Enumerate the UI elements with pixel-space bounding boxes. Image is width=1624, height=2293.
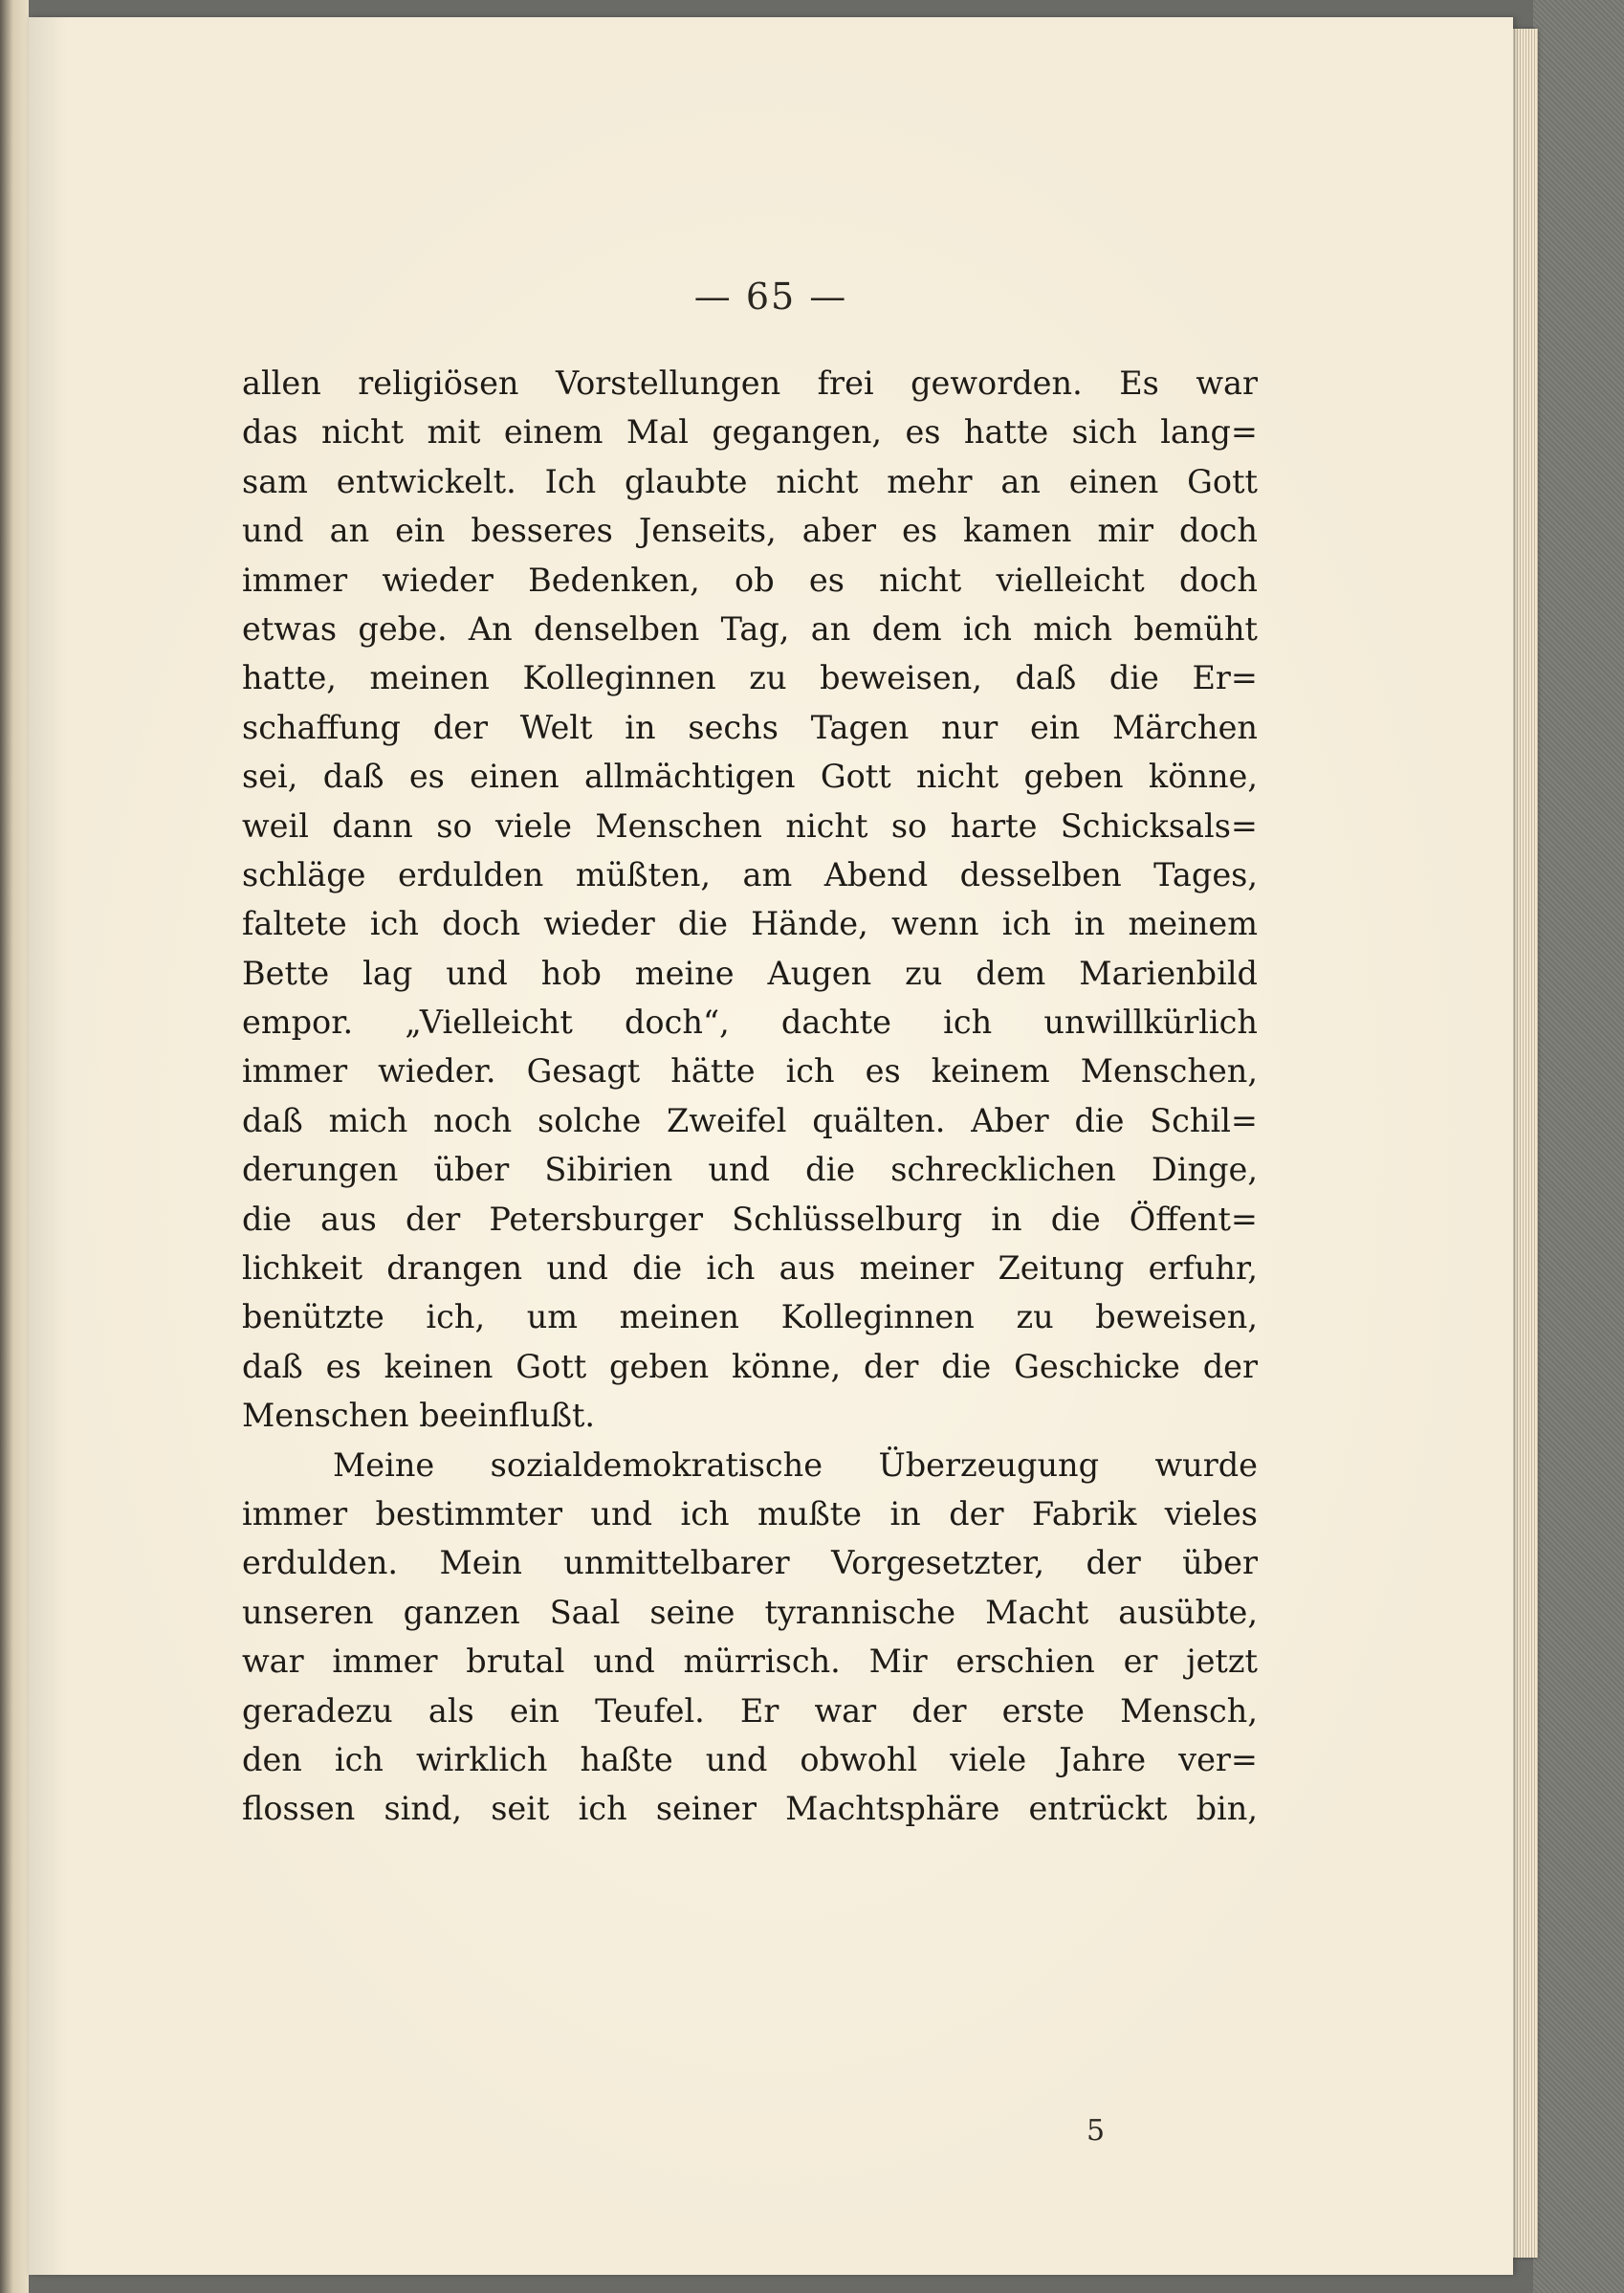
text-line: das nicht mit einem Mal gegangen, es hatte sich lang=: [242, 413, 1258, 452]
text-line: Menschen beeinflußt.: [242, 1397, 596, 1435]
text-line: war immer brutal und mürrisch. Mir erschien er jetzt: [242, 1643, 1258, 1681]
text-line: Bette lag und hob meine Augen zu dem Marienbild: [242, 954, 1258, 992]
text-line: empor. „Vielleicht doch“, dachte ich unwillkürlich: [242, 1003, 1258, 1042]
text-line: etwas gebe. An denselben Tag, an dem ich mich bemüht: [242, 609, 1258, 648]
book-cover: [1533, 0, 1624, 2293]
text-line: weil dann so viele Menschen nicht so harte Schicksals=: [242, 806, 1258, 845]
book-page: [29, 17, 1513, 2275]
signature-mark: 5: [1086, 2114, 1106, 2148]
text-line: schläge erdulden müßten, am Abend desselben Tages,: [242, 855, 1258, 893]
text-line: erdulden. Mein unmittelbarer Vorgesetzter, der über: [242, 1544, 1258, 1582]
text-line: den ich wirklich haßte und obwohl viele Jahre ver=: [242, 1740, 1258, 1778]
text-line: immer wieder. Gesagt hätte ich es keinem Menschen,: [242, 1052, 1258, 1091]
text-line: hatte, meinen Kolleginnen zu beweisen, daß die Er=: [242, 659, 1258, 697]
text-line: geradezu als ein Teufel. Er war der erste Mensch,: [242, 1691, 1258, 1730]
text-line: sam entwickelt. Ich glaubte nicht mehr an einen Gott: [242, 462, 1258, 500]
text-line: derungen über Sibirien und die schrecklichen Dinge,: [242, 1151, 1258, 1189]
text-line: immer bestimmter und ich mußte in der Fabrik vieles: [242, 1494, 1258, 1532]
text-line: benützte ich, um meinen Kolleginnen zu beweisen,: [242, 1298, 1258, 1336]
text-line: allen religiösen Vorstellungen frei geworden. Es war: [242, 364, 1258, 402]
text-line: flossen sind, seit ich seiner Machtsphäre entrückt bin,: [242, 1790, 1258, 1828]
adjacent-page-edge: [0, 0, 29, 2293]
text-line: die aus der Petersburger Schlüsselburg in die Öffent=: [242, 1200, 1258, 1238]
text-line: daß mich noch solche Zweifel quälten. Aber die Schil=: [242, 1101, 1258, 1139]
text-line: sei, daß es einen allmächtigen Gott nicht geben könne,: [242, 758, 1258, 796]
text-line: immer wieder Bedenken, ob es nicht vielleicht doch: [242, 561, 1258, 599]
text-line: Meine sozialdemokratische Überzeugung wurde: [333, 1445, 1258, 1484]
page-number: — 65 —: [693, 276, 848, 318]
text-line: daß es keinen Gott geben könne, der die Geschicke der: [242, 1347, 1258, 1385]
text-line: schaffung der Welt in sechs Tagen nur ein Märchen: [242, 708, 1258, 746]
text-line: und an ein besseres Jenseits, aber es kamen mir doch: [242, 512, 1258, 550]
text-line: lichkeit drangen und die ich aus meiner Zeitung erfuhr,: [242, 1249, 1258, 1288]
body-text: [242, 359, 1258, 1834]
text-line: unseren ganzen Saal seine tyrannische Macht ausübte,: [242, 1593, 1258, 1631]
text-line: faltete ich doch wieder die Hände, wenn ich in meinem: [242, 905, 1258, 943]
